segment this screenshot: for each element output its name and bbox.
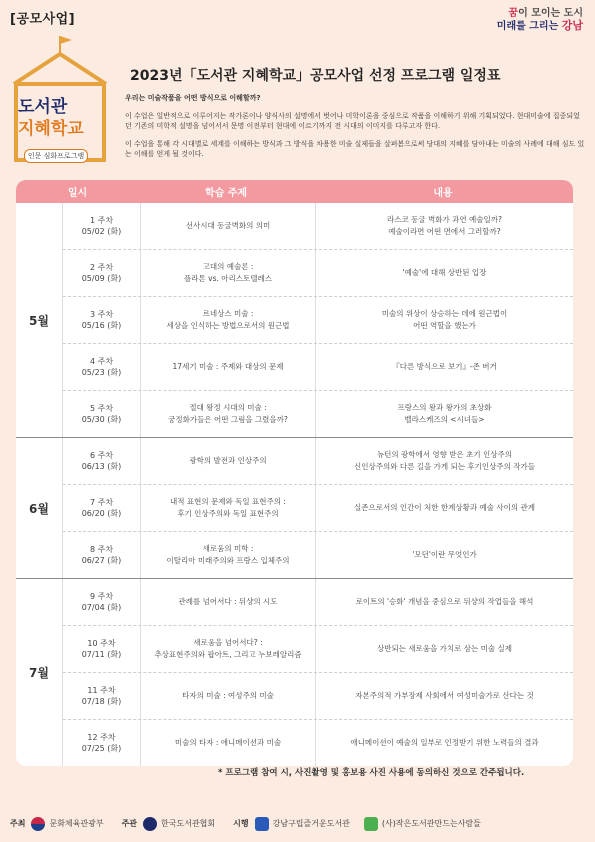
header-content: 내용 bbox=[433, 188, 453, 199]
footer-organizer bbox=[122, 817, 216, 831]
logo-text-library: 도서관 bbox=[18, 97, 68, 117]
brand-slogan-line1: 이 모이는 도시 bbox=[518, 8, 583, 19]
intro-question: 우리는 미술작품을 어떤 방식으로 이해할까? bbox=[125, 94, 261, 102]
row-week: 12 주차 bbox=[87, 733, 116, 742]
header-date: 일시 bbox=[67, 188, 88, 199]
row-week: 3 주차 bbox=[89, 310, 114, 319]
row-content: 로이트의 '승화' 개념을 중심으로 뒤샹의 작업들을 해석 bbox=[355, 597, 534, 606]
footer-host bbox=[10, 817, 104, 831]
month-group bbox=[16, 203, 573, 438]
row-date: 05/30 (화) bbox=[81, 415, 122, 424]
row-week: 5 주차 bbox=[89, 404, 114, 413]
row-content: 상반되는 새로움을 가치로 삼는 미술 실제 bbox=[376, 644, 513, 653]
row-content: 프랑스의 왕과 왕가의 초상화 벨라스케즈의 <시녀들> bbox=[397, 403, 492, 424]
row-topic: 내적 표현의 문제와 독일 표현주의 : 후기 인상주의와 독일 표현주의 bbox=[141, 485, 316, 531]
row-week: 6 주차 bbox=[89, 451, 114, 460]
table-row bbox=[63, 391, 573, 437]
table-row bbox=[63, 532, 573, 578]
row-content: 자본주의적 가부장제 사회에서 여성미술가로 산다는 것 bbox=[355, 691, 534, 700]
brand-slogan-dream: 꿈 bbox=[508, 8, 519, 19]
row-date: 07/04 (화) bbox=[81, 603, 122, 612]
table-header bbox=[16, 180, 573, 203]
intro-text bbox=[125, 93, 585, 167]
row-topic: 광학의 발전과 인상주의 bbox=[141, 438, 316, 484]
month-group bbox=[16, 438, 573, 579]
organizer-label: 주관 bbox=[121, 819, 138, 828]
table-body bbox=[16, 203, 573, 766]
host-label: 주최 bbox=[10, 819, 26, 828]
table-row bbox=[63, 297, 573, 344]
intro-paragraph-2: 이 수업을 통해 각 시대별로 세계를 이해하는 방식과 그 방식을 차용한 미술 실제들을 살펴봄으로써 당대의 지혜를 담아내는 미술의 사례에 대해 심도 있는 이해를 얻게 될 것이다. bbox=[125, 139, 585, 158]
row-week: 8 주차 bbox=[89, 545, 114, 554]
row-week: 9 주차 bbox=[89, 592, 114, 601]
row-content: 뉴턴의 광학에서 영향 받은 초기 인상주의 신인상주의와 다른 길을 가게 되는 후기인상주의 작가들 bbox=[354, 450, 535, 471]
logo-text-wisdom-school: 지혜학교 bbox=[18, 119, 84, 139]
row-date-cell bbox=[63, 579, 141, 625]
table-row bbox=[63, 438, 573, 485]
row-date-cell bbox=[63, 391, 141, 437]
table-row bbox=[63, 485, 573, 532]
host-name: 문화체육관광부 bbox=[49, 819, 104, 828]
category-tag: [공모사업] bbox=[10, 12, 76, 27]
row-date-cell bbox=[63, 626, 141, 672]
row-content: '모던'이란 무엇인가 bbox=[412, 550, 477, 559]
row-week: 11 주차 bbox=[87, 686, 116, 695]
row-date: 06/20 (화) bbox=[81, 509, 122, 518]
row-content: '예술'에 대해 상반된 입장 bbox=[402, 268, 487, 277]
intro-paragraph-1: 이 수업은 일반적으로 이루어지는 작가론이나 양식사의 설명에서 벗어나 미학이론을 중심으로 작품을 이해하기 위해 기획되었다. 현대미술에 집중되었던 기존의 미학적 설명을 넘어서서 문명 이전부터 현대에 이르기까지 전 시대의 이미지를 다루고자 한다. bbox=[125, 111, 580, 130]
table-row bbox=[63, 626, 573, 673]
row-content: 라스코 동굴 벽화가 과연 예술일까? 예술이라면 어떤 면에서 그러할까? bbox=[387, 215, 502, 236]
row-date: 05/09 (화) bbox=[81, 274, 122, 283]
row-date: 06/13 (화) bbox=[81, 462, 122, 471]
row-topic: 17세기 미술 : 주제와 대상의 문제 bbox=[141, 344, 316, 390]
program-logo bbox=[10, 34, 110, 164]
row-date-cell bbox=[63, 438, 141, 484]
row-week: 4 주차 bbox=[89, 357, 114, 366]
row-date-cell bbox=[63, 203, 141, 249]
footer-exec bbox=[233, 817, 481, 831]
exec-name-2: (사)작은도서관만드는사람들 bbox=[381, 819, 481, 828]
row-topic: 미술의 타자 : 애니메이션과 미술 bbox=[141, 720, 316, 766]
row-topic: 르네상스 미술 : 세상을 인식하는 방법으로서의 원근법 bbox=[141, 297, 316, 343]
row-week: 7 주차 bbox=[89, 498, 114, 507]
row-date: 07/11 (화) bbox=[81, 650, 122, 659]
row-date-cell bbox=[63, 532, 141, 578]
table-row bbox=[63, 673, 573, 720]
row-content: 미술의 위상이 상승하는 데에 원근법이 어떤 역할을 했는가 bbox=[381, 309, 508, 330]
row-date: 07/18 (화) bbox=[81, 697, 122, 706]
page-title: 2023년「도서관 지혜학교」공모사업 선정 프로그램 일정표 bbox=[130, 68, 501, 84]
month-label: 7월 bbox=[16, 579, 63, 766]
row-week: 1 주차 bbox=[89, 216, 114, 225]
row-content: 실존으로서의 인간이 처한 한계상황과 예술 사이의 관계 bbox=[354, 503, 535, 512]
month-group bbox=[16, 579, 573, 766]
row-date-cell bbox=[63, 673, 141, 719]
table-row bbox=[63, 720, 573, 766]
exec-label: 시행 bbox=[233, 819, 249, 828]
row-topic: 타자의 미술 : 여성주의 미술 bbox=[141, 673, 316, 719]
row-content: 『다른 방식으로 보기』-존 버거 bbox=[392, 362, 497, 371]
row-topic: 관례를 넘어서다 : 뒤샹의 시도 bbox=[141, 579, 316, 625]
row-date-cell bbox=[63, 344, 141, 390]
gangnam-library-icon bbox=[255, 817, 269, 831]
row-date: 05/02 (화) bbox=[81, 227, 122, 236]
schedule-table bbox=[16, 180, 573, 766]
row-topic: 선사시대 동굴벽화의 의미 bbox=[141, 203, 316, 249]
footer bbox=[0, 805, 595, 842]
row-date-cell bbox=[63, 297, 141, 343]
row-date-cell bbox=[63, 720, 141, 766]
row-week: 10 주차 bbox=[87, 639, 116, 648]
table-row bbox=[63, 344, 573, 391]
month-label: 5월 bbox=[16, 203, 63, 437]
logo-badge: 인문 심화프로그램 bbox=[24, 149, 88, 163]
row-date: 07/25 (화) bbox=[81, 744, 122, 753]
row-content: 애니메이션이 예술의 일부로 인정받기 위한 노력들의 결과 bbox=[350, 738, 539, 747]
small-library-icon bbox=[364, 817, 378, 831]
row-topic: 새로움의 미학 : 이탈리아 미래주의와 프랑스 입체주의 bbox=[141, 532, 316, 578]
row-week: 2 주차 bbox=[89, 263, 114, 272]
row-date-cell bbox=[63, 250, 141, 296]
brand-slogan-gangnam: 강남 bbox=[561, 19, 583, 32]
consent-note: * 프로그램 참여 시, 사진촬영 및 홍보용 사진 사용에 동의하신 것으로 간주됩니다. bbox=[218, 768, 525, 778]
row-topic: 절대 왕정 시대의 미술 : 궁정화가들은 어떤 그림을 그렸을까? bbox=[141, 391, 316, 437]
table-row bbox=[63, 250, 573, 297]
organizer-name: 한국도서관협회 bbox=[161, 819, 216, 828]
brand-slogan-line2: 미래를 그리는 bbox=[496, 21, 562, 32]
brand-slogan bbox=[497, 8, 583, 33]
row-date: 06/27 (화) bbox=[81, 556, 122, 565]
table-row bbox=[63, 579, 573, 626]
row-date: 05/16 (화) bbox=[81, 321, 122, 330]
row-topic: 새로움을 넘어서다? : 추상표현주의와 팝아트, 그리고 누보레알리즘 bbox=[141, 626, 316, 672]
exec-name-1: 강남구립즐거운도서관 bbox=[272, 819, 350, 828]
taegeuk-icon bbox=[31, 817, 45, 831]
header-topic: 학습 주제 bbox=[204, 188, 248, 199]
month-label: 6월 bbox=[16, 438, 63, 578]
table-row bbox=[63, 203, 573, 250]
row-topic: 고대의 예술론 : 플라톤 vs. 아리스토텔레스 bbox=[141, 250, 316, 296]
kla-logo-icon bbox=[143, 817, 157, 831]
row-date-cell bbox=[63, 485, 141, 531]
row-date: 05/23 (화) bbox=[81, 368, 122, 377]
